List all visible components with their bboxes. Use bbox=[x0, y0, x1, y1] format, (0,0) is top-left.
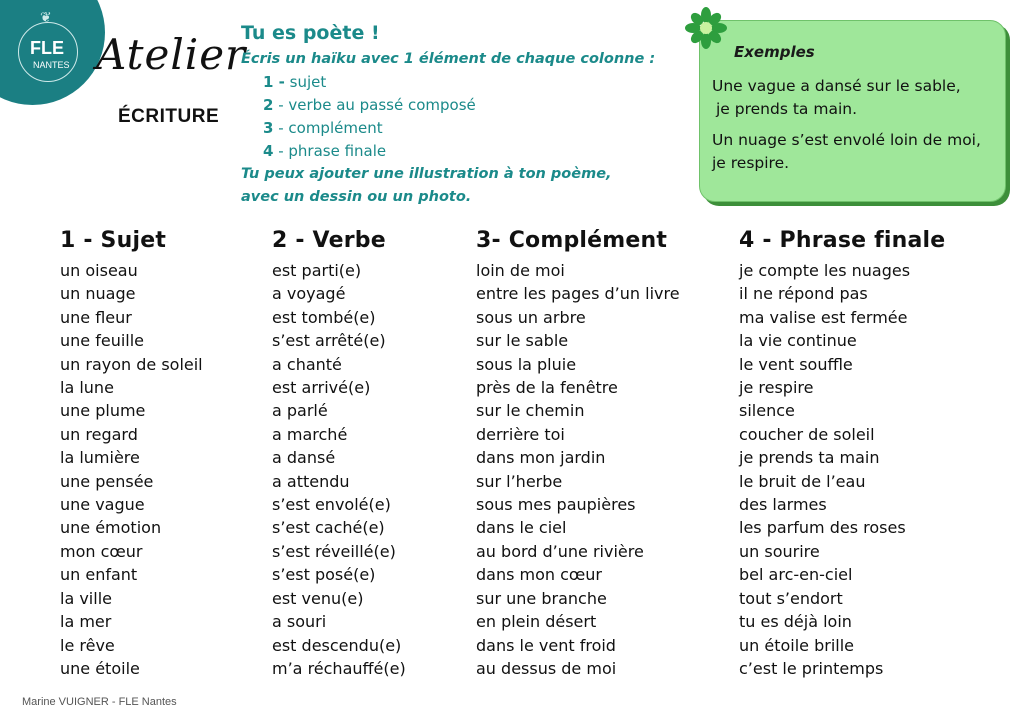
column-sujet bbox=[60, 228, 203, 680]
list-item: loin de moi bbox=[476, 261, 565, 280]
list-item: un regard bbox=[60, 424, 138, 444]
instructions-heading: Tu es poète ! bbox=[241, 22, 380, 44]
example-2-line-1: Un nuage s’est envolé loin de moi, bbox=[712, 131, 981, 149]
list-item: les parfum des roses bbox=[739, 518, 906, 538]
example-2-line-2: je respire. bbox=[712, 154, 790, 172]
list-item: a souri bbox=[272, 612, 327, 632]
column-list-phrase-finale bbox=[739, 259, 945, 680]
list-item: s’est envolé(e) bbox=[272, 495, 391, 515]
list-item: derrière toi bbox=[476, 424, 565, 444]
list-item: dans le ciel bbox=[476, 518, 567, 538]
list-item: a attendu bbox=[272, 471, 350, 491]
instructions bbox=[241, 22, 681, 209]
step-1: 1 - sujet bbox=[263, 73, 327, 91]
list-item: bel arc-en-ciel bbox=[739, 565, 853, 585]
list-item: entre les pages d’un livre bbox=[476, 284, 680, 304]
column-header-verbe: 2 - Verbe bbox=[272, 228, 386, 253]
column-list-verbe bbox=[272, 259, 406, 680]
list-item: une émotion bbox=[60, 518, 162, 538]
column-header-sujet: 1 - Sujet bbox=[60, 228, 167, 253]
logo-brand: FLE bbox=[30, 38, 64, 58]
footer-credit: Marine VUIGNER - FLE Nantes bbox=[22, 696, 177, 708]
instructions-outro-2: avec un dessin ou un photo. bbox=[241, 189, 472, 205]
list-item: est parti(e) bbox=[272, 261, 362, 280]
column-verbe bbox=[272, 228, 406, 680]
list-item: la ville bbox=[60, 588, 112, 608]
list-item: mon cœur bbox=[60, 541, 143, 561]
list-item: dans mon cœur bbox=[476, 565, 603, 585]
column-complement bbox=[476, 228, 680, 680]
ecriture-title: ÉCRITURE bbox=[118, 106, 220, 127]
list-item: une vague bbox=[60, 495, 145, 515]
step-3: 3 - complément bbox=[263, 119, 383, 137]
list-item: un sourire bbox=[739, 541, 820, 561]
list-item: s’est réveillé(e) bbox=[272, 541, 396, 561]
list-item: le vent souffle bbox=[739, 354, 853, 374]
list-item: sur l’herbe bbox=[476, 471, 563, 491]
flower-icon bbox=[684, 6, 728, 50]
list-item: au bord d’une rivière bbox=[476, 541, 644, 561]
list-item: une feuille bbox=[60, 331, 145, 351]
list-item: un étoile brille bbox=[739, 635, 855, 655]
list-item: je compte les nuages bbox=[739, 261, 911, 280]
list-item: le bruit de l’eau bbox=[739, 471, 866, 491]
list-item: est venu(e) bbox=[272, 588, 364, 608]
list-item: une fleur bbox=[60, 307, 132, 327]
list-item: la lune bbox=[60, 378, 114, 398]
list-item: au dessus de moi bbox=[476, 658, 617, 678]
list-item: sous mes paupières bbox=[476, 495, 636, 515]
example-2 bbox=[712, 129, 1002, 175]
column-header-complement: 3- Complément bbox=[476, 228, 668, 253]
list-item: a voyagé bbox=[272, 284, 346, 304]
list-item: c’est le printemps bbox=[739, 658, 884, 678]
list-item: près de la fenêtre bbox=[476, 378, 618, 398]
instructions-intro: Écris un haïku avec 1 élément de chaque colonne : bbox=[241, 51, 656, 67]
list-item: une plume bbox=[60, 401, 146, 421]
list-item: tout s’endort bbox=[739, 588, 843, 608]
atelier-title: Atelier bbox=[96, 30, 247, 79]
list-item: un nuage bbox=[60, 284, 136, 304]
step-2: 2 - verbe au passé composé bbox=[263, 96, 476, 114]
column-list-complement bbox=[476, 259, 680, 680]
list-item: en plein désert bbox=[476, 612, 597, 632]
list-item: est descendu(e) bbox=[272, 635, 402, 655]
list-item: a chanté bbox=[272, 354, 342, 374]
list-item: a marché bbox=[272, 424, 348, 444]
list-item: des larmes bbox=[739, 495, 827, 515]
list-item: la vie continue bbox=[739, 331, 857, 351]
list-item: je prends ta main bbox=[739, 448, 880, 468]
list-item: est tombé(e) bbox=[272, 307, 376, 327]
list-item: sous un arbre bbox=[476, 307, 586, 327]
logo-city: NANTES bbox=[33, 60, 70, 70]
list-item: sous la pluie bbox=[476, 354, 577, 374]
examples-title: Exemples bbox=[734, 43, 815, 61]
list-item: a parlé bbox=[272, 401, 328, 421]
example-1-line-2: je prends ta main. bbox=[716, 100, 857, 118]
list-item: dans le vent froid bbox=[476, 635, 616, 655]
list-item: ma valise est fermée bbox=[739, 307, 908, 327]
list-item: sur une branche bbox=[476, 588, 607, 608]
list-item: sur le sable bbox=[476, 331, 569, 351]
list-item: un rayon de soleil bbox=[60, 354, 203, 374]
column-phrase-finale bbox=[739, 228, 945, 680]
examples-box bbox=[699, 20, 1006, 202]
instructions-outro-1: Tu peux ajouter une illustration à ton poème, bbox=[241, 166, 612, 182]
list-item: il ne répond pas bbox=[739, 284, 868, 304]
list-item: un enfant bbox=[60, 565, 138, 585]
list-item: une étoile bbox=[60, 658, 140, 678]
list-item: coucher de soleil bbox=[739, 424, 875, 444]
example-1-line-1: Une vague a dansé sur le sable, bbox=[712, 77, 961, 95]
step-4: 4 - phrase finale bbox=[263, 142, 387, 160]
list-item: une pensée bbox=[60, 471, 154, 491]
list-item: s’est arrêté(e) bbox=[272, 331, 386, 351]
example-1 bbox=[712, 75, 1002, 121]
list-item: m’a réchauffé(e) bbox=[272, 658, 406, 678]
list-item: a dansé bbox=[272, 448, 336, 468]
list-item: tu es déjà loin bbox=[739, 612, 852, 632]
list-item: la mer bbox=[60, 612, 112, 632]
column-list-sujet bbox=[60, 259, 203, 680]
list-item: sur le chemin bbox=[476, 401, 585, 421]
list-item: dans mon jardin bbox=[476, 448, 606, 468]
list-item: s’est caché(e) bbox=[272, 518, 385, 538]
list-item: le rêve bbox=[60, 635, 115, 655]
list-item: je respire bbox=[739, 378, 814, 398]
list-item: s’est posé(e) bbox=[272, 565, 376, 585]
column-header-phrase-finale: 4 - Phrase finale bbox=[739, 228, 946, 253]
list-item: un oiseau bbox=[60, 261, 138, 280]
list-item: la lumière bbox=[60, 448, 140, 468]
list-item: est arrivé(e) bbox=[272, 378, 371, 398]
leaf-icon: ❦ bbox=[40, 10, 52, 26]
list-item: silence bbox=[739, 401, 795, 421]
